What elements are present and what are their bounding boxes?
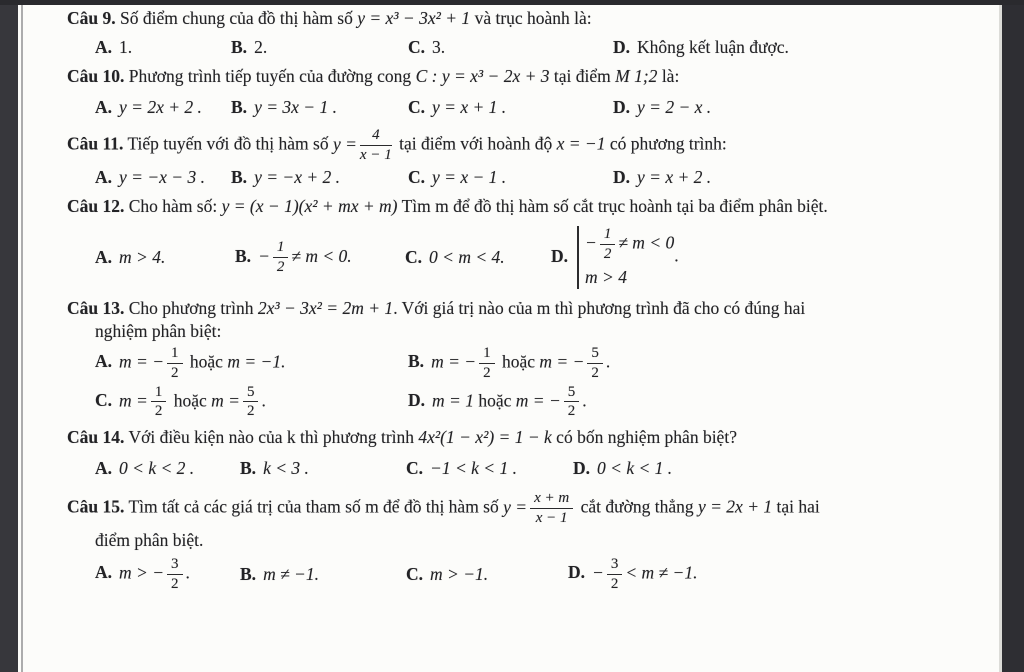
answer-15-d: D. − $\frac{3}{2}$ < m ≠ −1.	[568, 556, 698, 592]
fraction: $\frac{3}{2}$	[167, 556, 183, 593]
question-13-text: Cho phương trình	[128, 297, 254, 318]
question-14	[67, 426, 997, 480]
question-15-formula2: y = 2x + 1	[697, 496, 773, 517]
answer-13-a: A. m = − $\frac{1}{2}$ hoặc m = −1.	[95, 345, 286, 381]
fraction: $\frac{1}{2}$	[273, 239, 289, 276]
question-15-formula: y = $\frac{x + m}{x - 1}$	[503, 497, 576, 517]
question-15-answers	[67, 556, 997, 593]
question-15	[67, 490, 997, 592]
question-9-formula: y = x³ − 3x² + 1	[357, 8, 471, 28]
question-11-line	[67, 127, 997, 164]
question-11-label: Câu 11.	[67, 133, 124, 154]
fraction: $\frac{1}{2}$	[479, 345, 495, 382]
question-12-tail: Tìm m để đồ thị hàm số cắt trục hoành tại ba điểm phân biệt.	[401, 196, 828, 217]
question-10-point: M 1;2	[615, 66, 658, 87]
question-15-line2: điểm phân biệt.	[95, 530, 204, 550]
scan-border-top	[0, 0, 1024, 5]
question-11	[67, 127, 997, 189]
question-12-text: Cho hàm số:	[128, 196, 218, 217]
question-10-formula: C : y = x³ − 2x + 3	[415, 66, 550, 87]
answer-11-c: C. y = x − 1 .	[408, 166, 507, 187]
question-13-answers-row2	[67, 384, 997, 421]
scan-border-right	[1002, 0, 1024, 672]
question-13-tail: . Với giá trị nào của m thì phương trình đã cho có đúng hai	[393, 297, 806, 318]
answer-14-c: C. −1 < k < 1 .	[406, 458, 517, 479]
question-9-line	[67, 7, 997, 30]
question-14-tail: có bốn nghiệm phân biệt?	[556, 427, 737, 448]
fraction: $\frac{x + m}{x - 1}$	[530, 490, 573, 527]
answer-14-d: D. 0 < k < 1 .	[573, 458, 673, 479]
question-13-answers-row1	[67, 345, 997, 382]
question-9-label: Câu 9.	[67, 8, 116, 28]
answer-10-c: C. y = x + 1 .	[408, 97, 507, 118]
page-edge-shadow-left	[21, 0, 23, 672]
case-line-1: − $\frac{1}{2}$ ≠ m < 0	[585, 226, 675, 262]
question-9-text: Số điểm chung của đồ thị hàm số	[120, 8, 353, 28]
question-15-line1	[67, 490, 997, 527]
question-11-tail: có phương trình:	[609, 133, 727, 154]
question-15-tail: tại hai	[776, 496, 820, 517]
answer-15-a: A. m > − $\frac{3}{2}$ .	[95, 556, 190, 592]
question-9	[67, 7, 997, 59]
answer-13-c: C. m = $\frac{1}{2}$ hoặc m = $\frac{5}{2}$ .	[95, 383, 266, 420]
question-15-mid: cắt đường thẳng	[580, 496, 694, 517]
case-line-2: m > 4	[585, 266, 627, 287]
question-11-text: Tiếp tuyến với đồ thị hàm số	[127, 133, 329, 154]
document-content	[67, 7, 997, 593]
answer-12-a: A. m > 4.	[95, 246, 166, 267]
question-12-label: Câu 12.	[67, 196, 125, 217]
or-bracket-system	[577, 226, 674, 289]
answer-10-d: D. y = 2 − x .	[613, 97, 712, 118]
answer-14-b: B. k < 3 .	[240, 458, 309, 479]
answer-14-a: A. 0 < k < 2 .	[95, 458, 195, 479]
answer-9-d: D. Không kết luận được.	[613, 37, 789, 58]
fraction: $\frac{3}{2}$	[607, 556, 623, 593]
answer-12-b: B. − $\frac{1}{2}$ ≠ m < 0.	[235, 239, 352, 275]
question-10-label: Câu 10.	[67, 66, 125, 87]
question-10-answers	[67, 96, 997, 119]
answer-11-d: D. y = x + 2 .	[613, 166, 712, 187]
answer-9-c: C. 3.	[408, 37, 446, 58]
question-14-formula: 4x²(1 − x²) = 1 − k	[418, 427, 552, 448]
question-13-formula: 2x³ − 3x² = 2m + 1	[257, 297, 394, 318]
question-10	[67, 65, 997, 119]
answer-15-b: B. m ≠ −1.	[240, 563, 319, 584]
fraction: $\frac{1}{2}$	[167, 345, 183, 382]
answer-11-a: A. y = −x − 3 .	[95, 166, 205, 187]
question-11-xval: x = −1	[556, 133, 606, 154]
fraction: $\frac{5}{2}$	[243, 384, 259, 421]
answer-10-b: B. y = 3x − 1 .	[231, 97, 337, 118]
question-15-label: Câu 15.	[67, 496, 125, 517]
question-11-mid: tại điểm với hoành độ	[399, 133, 553, 154]
answer-9-a: A. 1.	[95, 37, 133, 58]
answer-11-b: B. y = −x + 2 .	[231, 166, 341, 187]
answer-12-d: D. − $\frac{1}{2}$ ≠ m < 0 m > 4 .	[551, 226, 997, 289]
fraction: $\frac{1}{2}$	[600, 226, 616, 263]
fraction: $\frac{4}{x - 1}$	[359, 127, 392, 164]
question-14-line	[67, 426, 997, 449]
question-13-line1	[67, 297, 997, 320]
fraction: $\frac{5}{2}$	[587, 345, 603, 382]
question-12	[67, 195, 997, 289]
answer-9-b: B. 2.	[231, 37, 268, 58]
answer-13-d: D. m = 1 hoặc m = − $\frac{5}{2}$ .	[408, 383, 587, 420]
fraction: $\frac{5}{2}$	[564, 384, 580, 421]
question-12-formula: y = (x − 1)(x² + mx + m)	[221, 196, 398, 217]
answer-10-a: A. y = 2x + 2 .	[95, 97, 202, 118]
question-14-label: Câu 14.	[67, 427, 125, 448]
question-11-formula: y = $\frac{4}{x - 1}$	[332, 127, 392, 164]
question-14-text: Với điều kiện nào của k thì phương trình	[128, 427, 415, 448]
answer-15-c: C. m > −1.	[406, 563, 489, 584]
scan-border-left	[0, 0, 18, 672]
question-12-answers	[67, 226, 997, 289]
question-14-answers	[67, 457, 997, 480]
question-13-line2: nghiệm phân biệt:	[95, 320, 222, 341]
question-9-answers	[67, 36, 997, 59]
question-10-text: Phương trình tiếp tuyến của đường cong	[128, 66, 412, 87]
question-10-line	[67, 65, 997, 88]
question-9-tail: và trục hoành là:	[474, 8, 592, 28]
answer-12-c: C. 0 < m < 4.	[405, 246, 505, 267]
question-11-answers	[67, 166, 997, 189]
question-12-line	[67, 195, 997, 218]
question-10-tail: là:	[661, 66, 680, 87]
question-10-mid: tại điểm	[553, 66, 611, 87]
question-13	[67, 297, 997, 420]
question-15-text: Tìm tất cả các giá trị của tham số m để đồ thị hàm số	[128, 496, 499, 517]
fraction: $\frac{1}{2}$	[151, 384, 167, 421]
question-13-label: Câu 13.	[67, 297, 125, 318]
answer-13-b: B. m = − $\frac{1}{2}$ hoặc m = − $\frac{5}{2}$ .	[408, 345, 611, 381]
